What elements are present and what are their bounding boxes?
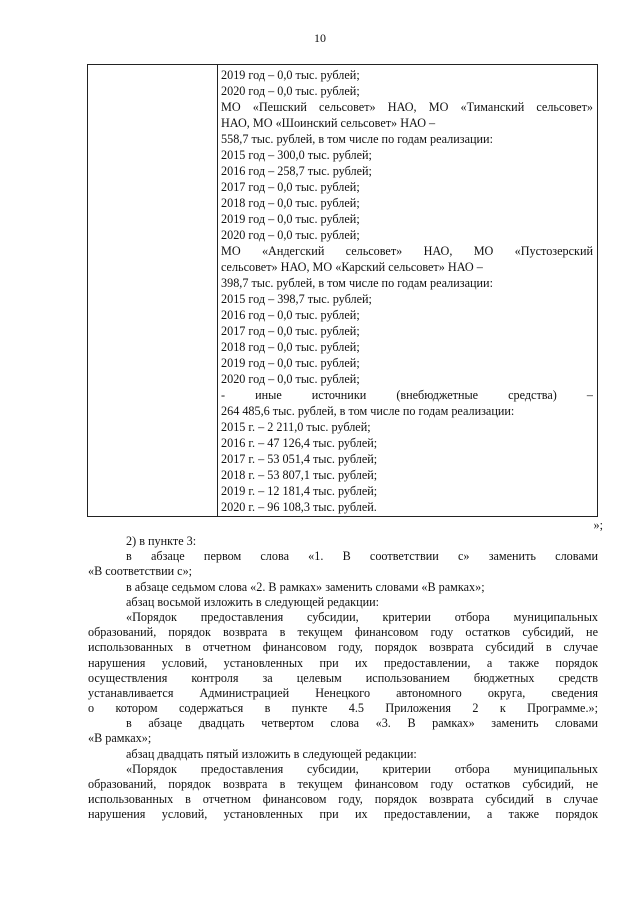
table-line: НАО, МО «Шоинский сельсовет» НАО – <box>221 116 436 130</box>
table-line: 2017 г. – 53 051,4 тыс. рублей; <box>221 452 378 466</box>
table-line: 2020 год – 0,0 тыс. рублей; <box>221 228 360 242</box>
body-line: «Порядок предоставления субсидии, критерии отбора муниципальных <box>126 609 598 624</box>
body-line: абзац восьмой изложить в следующей редакции: <box>126 594 380 609</box>
body-line: использованных в отчетном финансовом году, порядок возврата субсидий в случае <box>88 792 598 807</box>
body-line: образований, порядок возврата в текущем финансовом году остатков субсидий, не <box>88 777 598 791</box>
table-line: 2019 год – 0,0 тыс. рублей; <box>221 212 360 226</box>
amendment-text <box>88 534 598 823</box>
table-line: 558,7 тыс. рублей, в том числе по годам реализации: <box>221 132 493 146</box>
body-line: в абзаце двадцать четвертом слова «3. В рамках» заменить словами <box>126 716 598 731</box>
table-line: 2017 год – 0,0 тыс. рублей; <box>221 180 360 194</box>
table-line: 2020 год – 0,0 тыс. рублей; <box>221 84 360 98</box>
table-line: 2015 год – 300,0 тыс. рублей; <box>221 148 372 162</box>
body-line: в абзаце первом слова «1. В соответствии с» заменить словами <box>126 549 598 564</box>
table-line: 2016 год – 0,0 тыс. рублей; <box>221 308 360 322</box>
body-line: использованных в отчетном финансовом году, порядок возврата субсидий в случае <box>88 640 598 655</box>
closing-quote: »; <box>593 518 603 532</box>
table-line: 2020 г. – 96 108,3 тыс. рублей. <box>221 500 377 514</box>
body-line: нарушения условий, установленных при их предоставлении, а также порядок <box>88 655 598 670</box>
body-line: «Порядок предоставления субсидии, критерии отбора муниципальных <box>126 761 598 776</box>
table-line: 2018 г. – 53 807,1 тыс. рублей; <box>221 468 378 482</box>
body-line: 2) в пункте 3: <box>126 534 197 548</box>
table-line: 264 485,6 тыс. рублей, в том числе по годам реализации: <box>221 404 515 418</box>
body-line: устанавливается Администрацией Ненецкого автономного округа, сведения <box>88 685 598 700</box>
body-line: в абзаце седьмом слова «2. В рамках» заменить словами «В рамках»; <box>126 579 485 594</box>
page-number: 10 <box>314 31 326 45</box>
table-line: 2019 год – 0,0 тыс. рублей; <box>221 68 360 82</box>
body-line: образований, порядок возврата в текущем финансовом году остатков субсидий, не <box>88 625 598 640</box>
table-line: МО «Пешский сельсовет» НАО, МО «Тиманский сельсовет» <box>221 100 593 114</box>
body-line: осуществления контроля за целевым использованием бюджетных средств <box>88 670 598 685</box>
table-line: - иные источники (внебюджетные средства) – <box>221 388 593 402</box>
table-line: 2018 год – 0,0 тыс. рублей; <box>221 196 360 210</box>
table-line: 2020 год – 0,0 тыс. рублей; <box>221 372 360 386</box>
table-line: 2018 год – 0,0 тыс. рублей; <box>221 340 360 354</box>
body-line: «В соответствии с»; <box>88 564 193 579</box>
table-column-divider <box>217 65 218 516</box>
body-line: «В рамках»; <box>88 731 152 746</box>
table-line: сельсовет» НАО, МО «Карский сельсовет» НАО – <box>221 260 483 274</box>
table-line: 2019 год – 0,0 тыс. рублей; <box>221 356 360 370</box>
table-line: 2016 год – 258,7 тыс. рублей; <box>221 164 372 178</box>
table-right-cell <box>221 67 593 515</box>
body-line: нарушения условий, установленных при их предоставлении, а также порядок <box>88 807 598 822</box>
table-line: 2015 г. – 2 211,0 тыс. рублей; <box>221 420 371 434</box>
funding-table <box>87 64 598 517</box>
body-line: абзац двадцать пятый изложить в следующей редакции: <box>126 746 417 761</box>
table-line: 2016 г. – 47 126,4 тыс. рублей; <box>221 436 378 450</box>
table-line: 2015 год – 398,7 тыс. рублей; <box>221 292 372 306</box>
table-line: 2017 год – 0,0 тыс. рублей; <box>221 324 360 338</box>
table-line: 398,7 тыс. рублей, в том числе по годам реализации: <box>221 276 493 290</box>
table-line: МО «Андегский сельсовет» НАО, МО «Пустозерский <box>221 244 593 258</box>
table-line: 2019 г. – 12 181,4 тыс. рублей; <box>221 484 378 498</box>
body-line: о котором содержаться в пункте 4.5 Приложения 2 к Программе.»; <box>88 701 598 716</box>
